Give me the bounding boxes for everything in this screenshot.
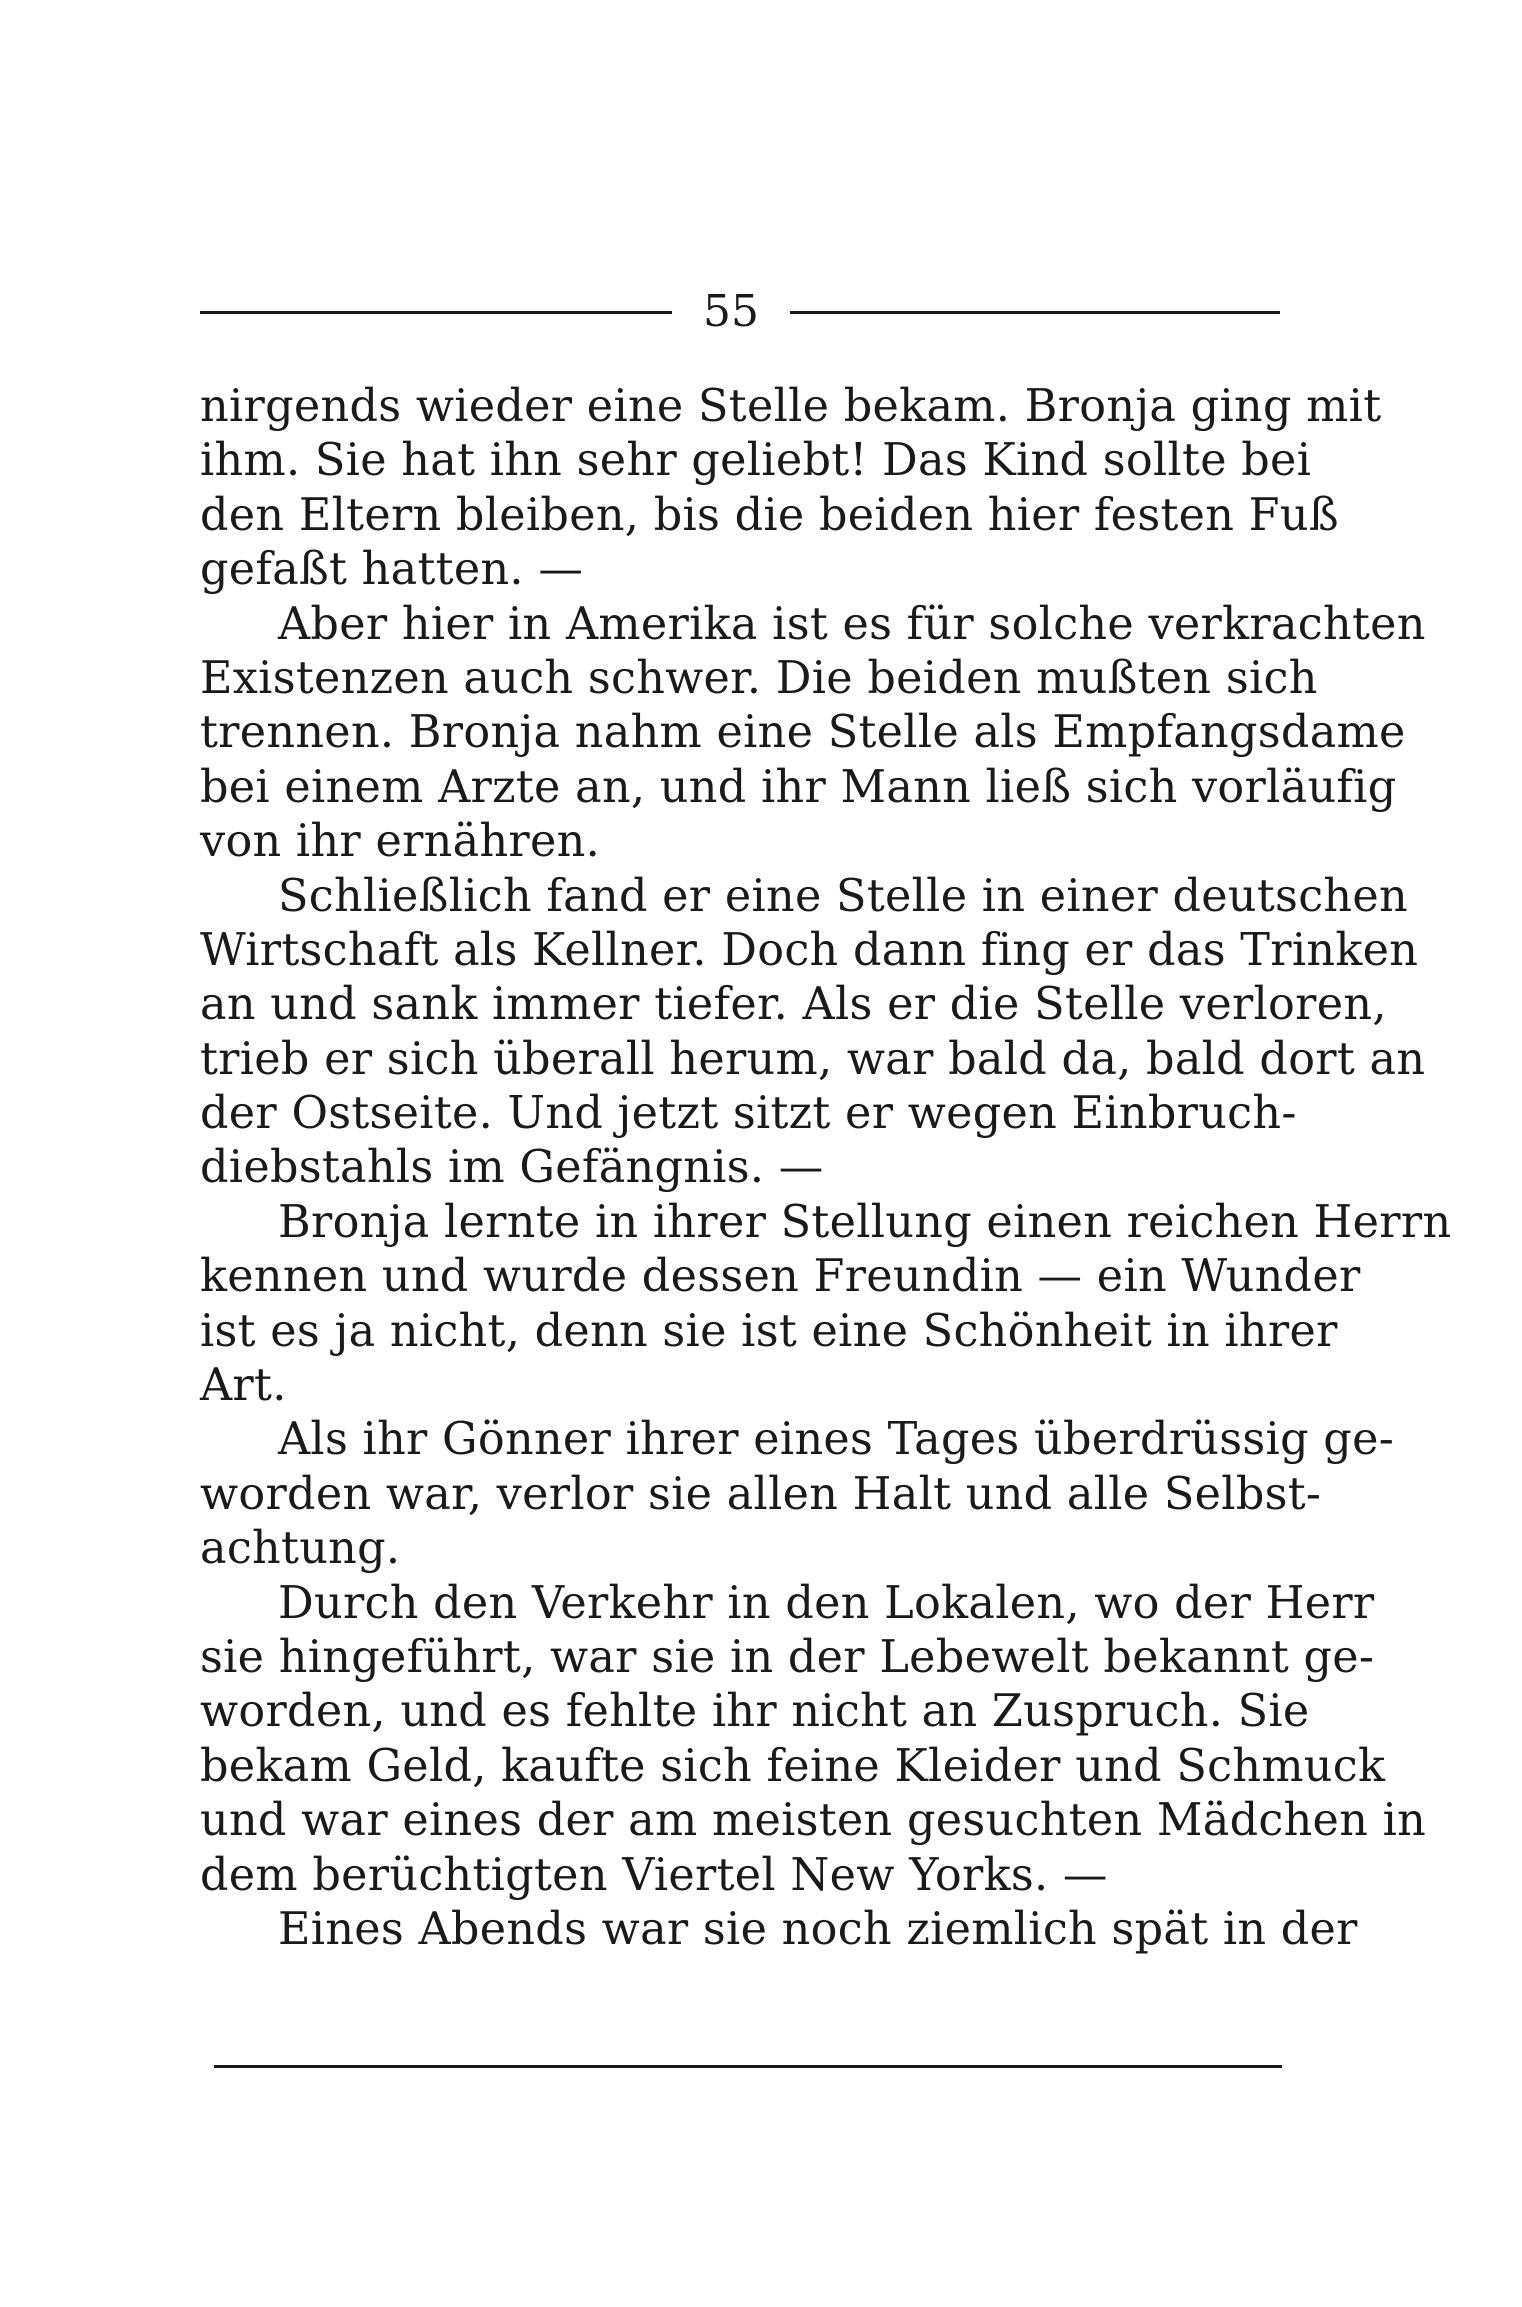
page-header bbox=[200, 282, 1280, 342]
text-line: achtung. bbox=[200, 1523, 401, 1575]
text-line: Als ihr Gönner ihrer eines Tages überdrüssig ge- bbox=[278, 1414, 1395, 1466]
text-line: bei einem Arzte an, und ihr Mann ließ sich vorläufig bbox=[200, 761, 1397, 813]
page-number: 55 bbox=[703, 286, 759, 337]
text-line: Eines Abends war sie noch ziemlich spät in der bbox=[278, 1903, 1358, 1955]
text-line: Durch den Verkehr in den Lokalen, wo der Herr bbox=[278, 1577, 1375, 1629]
text-line: den Eltern bleiben, bis die beiden hier festen Fuß bbox=[200, 489, 1339, 541]
text-line: ist es ja nicht, denn sie ist eine Schönheit in ihrer bbox=[200, 1305, 1338, 1357]
text-line: Wirtschaft als Kellner. Doch dann fing er das Trinken bbox=[200, 924, 1419, 976]
body-text bbox=[200, 380, 1452, 1957]
header-rule-left bbox=[200, 311, 672, 314]
text-line: trennen. Bronja nahm eine Stelle als Empfangsdame bbox=[200, 707, 1406, 759]
text-line: sie hingeführt, war sie in der Lebewelt bekannt ge- bbox=[200, 1631, 1375, 1683]
text-line: Existenzen auch schwer. Die beiden mußten sich bbox=[200, 652, 1318, 704]
text-line: worden, und es fehlte ihr nicht an Zuspruch. Sie bbox=[200, 1686, 1310, 1738]
text-line: kennen und wurde dessen Freundin — ein Wunder bbox=[200, 1251, 1361, 1303]
text-line: der Ostseite. Und jetzt sitzt er wegen Einbruch- bbox=[200, 1088, 1297, 1140]
text-line: Art. bbox=[200, 1360, 287, 1412]
text-line: gefaßt hatten. — bbox=[200, 544, 584, 596]
text-line: trieb er sich überall herum, war bald da, bald dort an bbox=[200, 1033, 1426, 1085]
footer-rule bbox=[214, 2065, 1282, 2068]
header-rule-right bbox=[790, 311, 1280, 314]
text-line: Aber hier in Amerika ist es für solche verkrachten bbox=[278, 598, 1426, 650]
text-line: Schließlich fand er eine Stelle in einer deutschen bbox=[278, 870, 1408, 922]
text-line: dem berüchtigten Viertel New Yorks. — bbox=[200, 1849, 1108, 1901]
text-line: bekam Geld, kaufte sich feine Kleider und Schmuck bbox=[200, 1740, 1386, 1792]
text-line: Bronja lernte in ihrer Stellung einen reichen Herrn bbox=[278, 1196, 1452, 1248]
text-line: an und sank immer tiefer. Als er die Stelle verloren, bbox=[200, 979, 1387, 1031]
text-line: und war eines der am meisten gesuchten Mädchen in bbox=[200, 1795, 1427, 1847]
text-line: von ihr ernähren. bbox=[200, 816, 601, 868]
text-line: diebstahls im Gefängnis. — bbox=[200, 1142, 824, 1194]
text-line: worden war, verlor sie allen Halt und alle Selbst- bbox=[200, 1468, 1322, 1520]
text-line: ihm. Sie hat ihn sehr geliebt! Das Kind sollte bei bbox=[200, 435, 1312, 487]
text-line: nirgends wieder eine Stelle bekam. Bronja ging mit bbox=[200, 381, 1382, 432]
